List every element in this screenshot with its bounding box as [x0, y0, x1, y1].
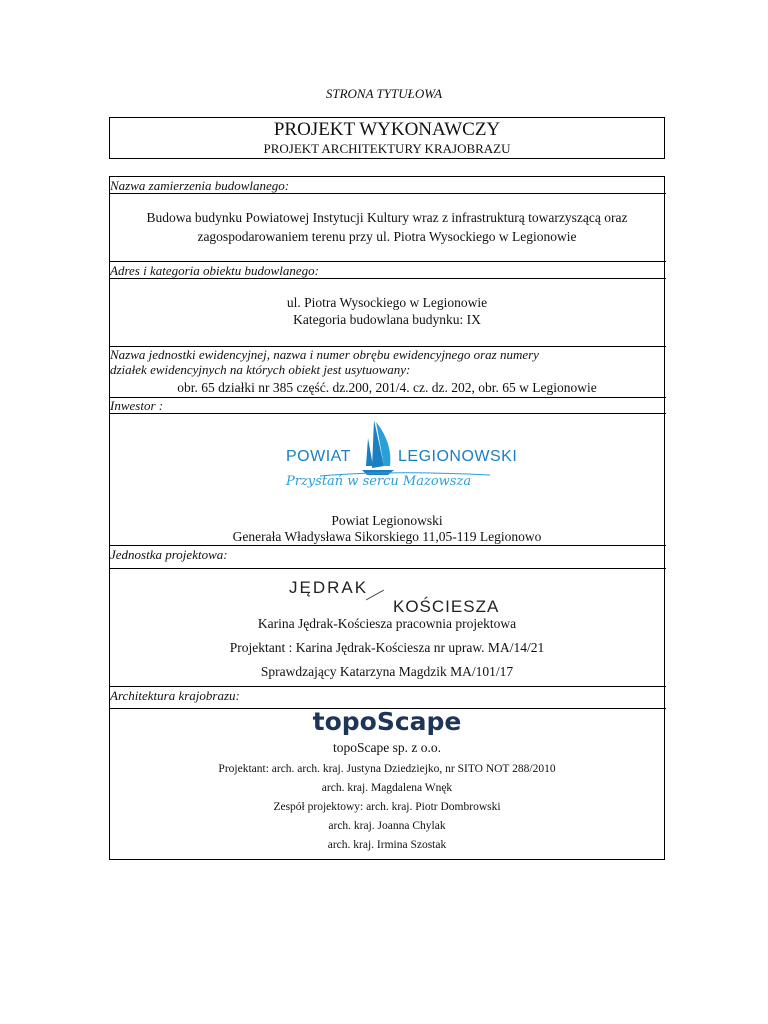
landscape-person: arch. kraj. Joanna Chylak	[328, 820, 446, 832]
address-line: ul. Piotra Wysockiego w Legionowie	[286, 295, 488, 310]
logo-word-legionowski: LEGIONOWSKI	[398, 448, 518, 465]
designer-name: Projektant : Karina Jędrak-Kościesza nr upraw. MA/14/21	[229, 640, 545, 655]
jedrak-logo-word2: KOŚCIESZA	[393, 597, 500, 616]
slash-icon	[364, 588, 386, 602]
divider	[109, 413, 666, 414]
section-label-landscape: Architektura krajobrazu:	[110, 688, 240, 703]
divider	[109, 545, 666, 546]
divider	[109, 278, 666, 279]
section-label-name: Nazwa zamierzenia budowlanego:	[110, 178, 290, 193]
landscape-person: Projektant: arch. arch. kraj. Justyna Dziedziejko, nr SITO NOT 288/2010	[218, 763, 556, 775]
toposcape-logo	[109, 707, 665, 737]
divider	[109, 193, 666, 194]
logo-tagline: Przystań w sercu Mazowsza	[286, 474, 472, 489]
checker-name: Sprawdzający Katarzyna Magdzik MA/101/17	[260, 664, 514, 679]
jedrak-logo-slash	[364, 588, 386, 607]
divider	[109, 568, 666, 569]
landscape-person: Zespół projektowy: arch. kraj. Piotr Dombrowski	[273, 801, 501, 813]
toposcape-logo-part1: topo	[312, 707, 377, 736]
logo-word-powiat: POWIAT	[286, 448, 351, 465]
project-name-line2: zagospodarowaniem terenu przy ul. Piotra Wysockiego w Legionowie	[197, 229, 577, 244]
page-heading: STRONA TYTUŁOWA	[325, 86, 443, 101]
landscape-person: arch. kraj. Magdalena Wnęk	[321, 782, 453, 794]
divider	[109, 397, 666, 398]
toposcape-logo-part2: Scape	[376, 707, 462, 736]
section-label-designer: Jednostka projektowa:	[110, 547, 228, 562]
section-label-address: Adres i kategoria obiektu budowlanego:	[110, 263, 319, 278]
section-label-parcels-cont: działek ewidencyjnych na których obiekt jest usytuowany:	[110, 362, 411, 377]
section-label-parcels: Nazwa jednostki ewidencyjnej, nazwa i numer obrębu ewidencyjnego oraz numery	[110, 347, 539, 362]
landscape-company: topoScape sp. z o.o.	[333, 740, 441, 755]
designer-company: Karina Jędrak-Kościesza pracownia projektowa	[257, 616, 517, 631]
building-category: Kategoria budowlana budynku: IX	[293, 312, 481, 327]
investor-address: Generała Władysława Sikorskiego 11,05-119 Legionowo	[232, 529, 542, 544]
project-name-line1: Budowa budynku Powiatowej Instytucji Kultury wraz z infrastrukturą towarzyszącą oraz	[146, 210, 628, 225]
investor-name: Powiat Legionowski	[331, 513, 443, 528]
document-title: PROJEKT WYKONAWCZY	[273, 119, 501, 140]
section-label-investor: Inwestor :	[110, 398, 164, 413]
parcels-value: obr. 65 działki nr 385 część. dz.200, 201/4. cz. dz. 202, obr. 65 w Legionowie	[177, 380, 597, 395]
divider	[109, 261, 666, 262]
landscape-person: arch. kraj. Irmina Szostak	[327, 839, 447, 851]
jedrak-logo-word1: JĘDRAK	[289, 578, 369, 597]
divider	[109, 686, 666, 687]
document-subtitle: PROJEKT ARCHITEKTURY KRAJOBRAZU	[263, 141, 511, 156]
